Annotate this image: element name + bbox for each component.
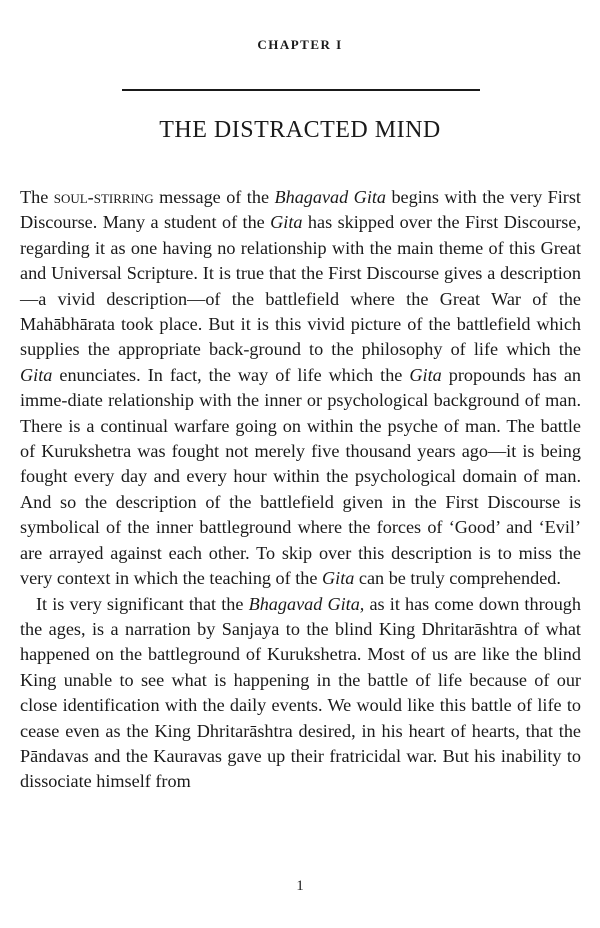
- text-run: Gita: [20, 364, 53, 385]
- body-text: [20, 185, 581, 795]
- text-run: Gita: [270, 212, 303, 233]
- text-run: soul-stirring: [53, 187, 154, 207]
- text-run: Gita: [409, 364, 442, 385]
- page-number: 1: [296, 878, 304, 894]
- paragraph-2: [20, 592, 581, 795]
- title-rule: [122, 89, 480, 91]
- text-run: message of the: [153, 187, 275, 207]
- text-run: It is very significant that the: [36, 593, 249, 614]
- text-run: has skipped over the First Discourse, regarding it as one having no relationship with the main theme of this Great and Universal Scripture. It is true that the First Discourse gives a description—a vivid description—of the battlefield where the Great War of the Mahābhārata took place. But it is this vivid picture of the battlefield which supplies the appropriate back-ground to the philosophy of life which the: [20, 212, 581, 360]
- text-run: Gita: [322, 568, 355, 589]
- text-run: begins with the very First Discourse. Many a student of the: [20, 187, 581, 233]
- text-run: enunciates. In fact, the way of life which the: [52, 364, 410, 385]
- text-run: propounds has an imme-diate relationship with the inner or psychological background of man. There is a continual warfare going on within the psyche of man. The battle of Kurukshetra was fought not merely five thousand years ago—it is being fought every day and every hour within the psychological domain of man. And so the description of the battlefield given in the First Discourse is symbolical of the inner battleground where the forces of ‘Good’ and ‘Evil’ are arrayed against each other. To skip over this description is to miss the very context in which the teaching of the: [20, 364, 582, 589]
- chapter-label: CHAPTER I: [257, 37, 343, 52]
- paragraph-1: [20, 185, 581, 592]
- text-run: Bhagavad Gita,: [248, 593, 365, 614]
- chapter-title: THE DISTRACTED MIND: [159, 117, 441, 143]
- text-run: as it has come down through the ages, is a narration by Sanjaya to the blind King Dhritarāshtra of what happened on the battleground of Kurukshetra. Most of us are like the blind King unable to see what is happening in the battle of life because of our close identification with the daily events. We would like this battle of life to cease even as the King Dhritarāshtra desired, in his heart of hearts, that the Pāndavas and the Kauravas gave up their fratricidal war. But his inability to dissociate himself from: [20, 593, 581, 792]
- text-run: can be truly comprehended.: [354, 568, 561, 589]
- text-run: The: [20, 187, 54, 207]
- text-run: Bhagavad Gita: [274, 187, 387, 207]
